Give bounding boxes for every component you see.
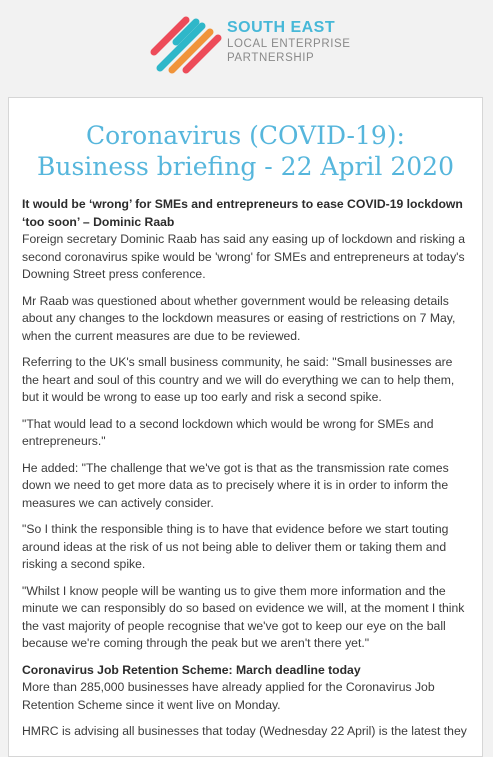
logo-line-3: PARTNERSHIP	[227, 52, 315, 64]
paragraph: He added: "The challenge that we've got is that as the transmission rate comes down we need to get more data as to precisely where it is in order to inform the measures we can actively consider.	[22, 460, 449, 510]
article-card	[8, 97, 483, 757]
section-2	[22, 662, 469, 715]
section-heading: It would be ‘wrong’ for SMEs and entrepreneurs to ease COVID-19 lockdown ‘too soon’ – Dominic Raab	[22, 197, 463, 229]
paragraph: "So I think the responsible thing is to have that evidence before we start touting around ideas at the risk of us not being able to deliver them or taking them and risking a second spike.	[22, 522, 449, 571]
selep-logo-icon	[146, 12, 226, 76]
paragraph: "Whilst I know people will be wanting us to give them more information and the minute we can responsibly do so based on evidence we will, at the moment I think the vast majority of people recognise that we've got to keep our eye on the ball because we're coming through the peak but we aren't there yet."	[22, 583, 465, 650]
section-lead: More than 285,000 businesses have already applied for the Coronavirus Job Retention Scheme since it went live on Monday.	[22, 680, 435, 712]
logo-line-2: LOCAL ENTERPRISE	[227, 38, 351, 50]
paragraph: Referring to the UK's small business community, he said: "Small businesses are the heart and soul of this country and we will do everything we can to help them, but it would be wrong to ease up too early and risk a second spike.	[22, 355, 455, 404]
section-heading: Coronavirus Job Retention Scheme: March deadline today	[22, 662, 361, 677]
paragraph: "That would lead to a second lockdown which would be wrong for SMEs and entrepreneurs."	[22, 416, 434, 448]
paragraph: HMRC is advising all businesses that today (Wednesday 22 April) is the latest they	[22, 724, 467, 738]
logo-line-1: SOUTH EAST	[227, 19, 336, 36]
article-title: Coronavirus (COVID-19): Business briefing - 22 April 2020	[37, 121, 454, 181]
paragraph: Mr Raab was questioned about whether government would be releasing details about any changes to the lockdown measures or easing of restrictions on 7 May, when the current measures are due to be reviewed.	[22, 293, 456, 343]
article-content	[9, 196, 482, 741]
section-1	[22, 196, 469, 284]
header	[0, 0, 493, 95]
section-lead: Foreign secretary Dominic Raab has said any easing up of lockdown and risking a second coronavirus spike would be 'wrong' for SMEs and entrepreneurs at today's Downing Street press conference.	[22, 232, 466, 281]
logo-text	[227, 19, 351, 65]
